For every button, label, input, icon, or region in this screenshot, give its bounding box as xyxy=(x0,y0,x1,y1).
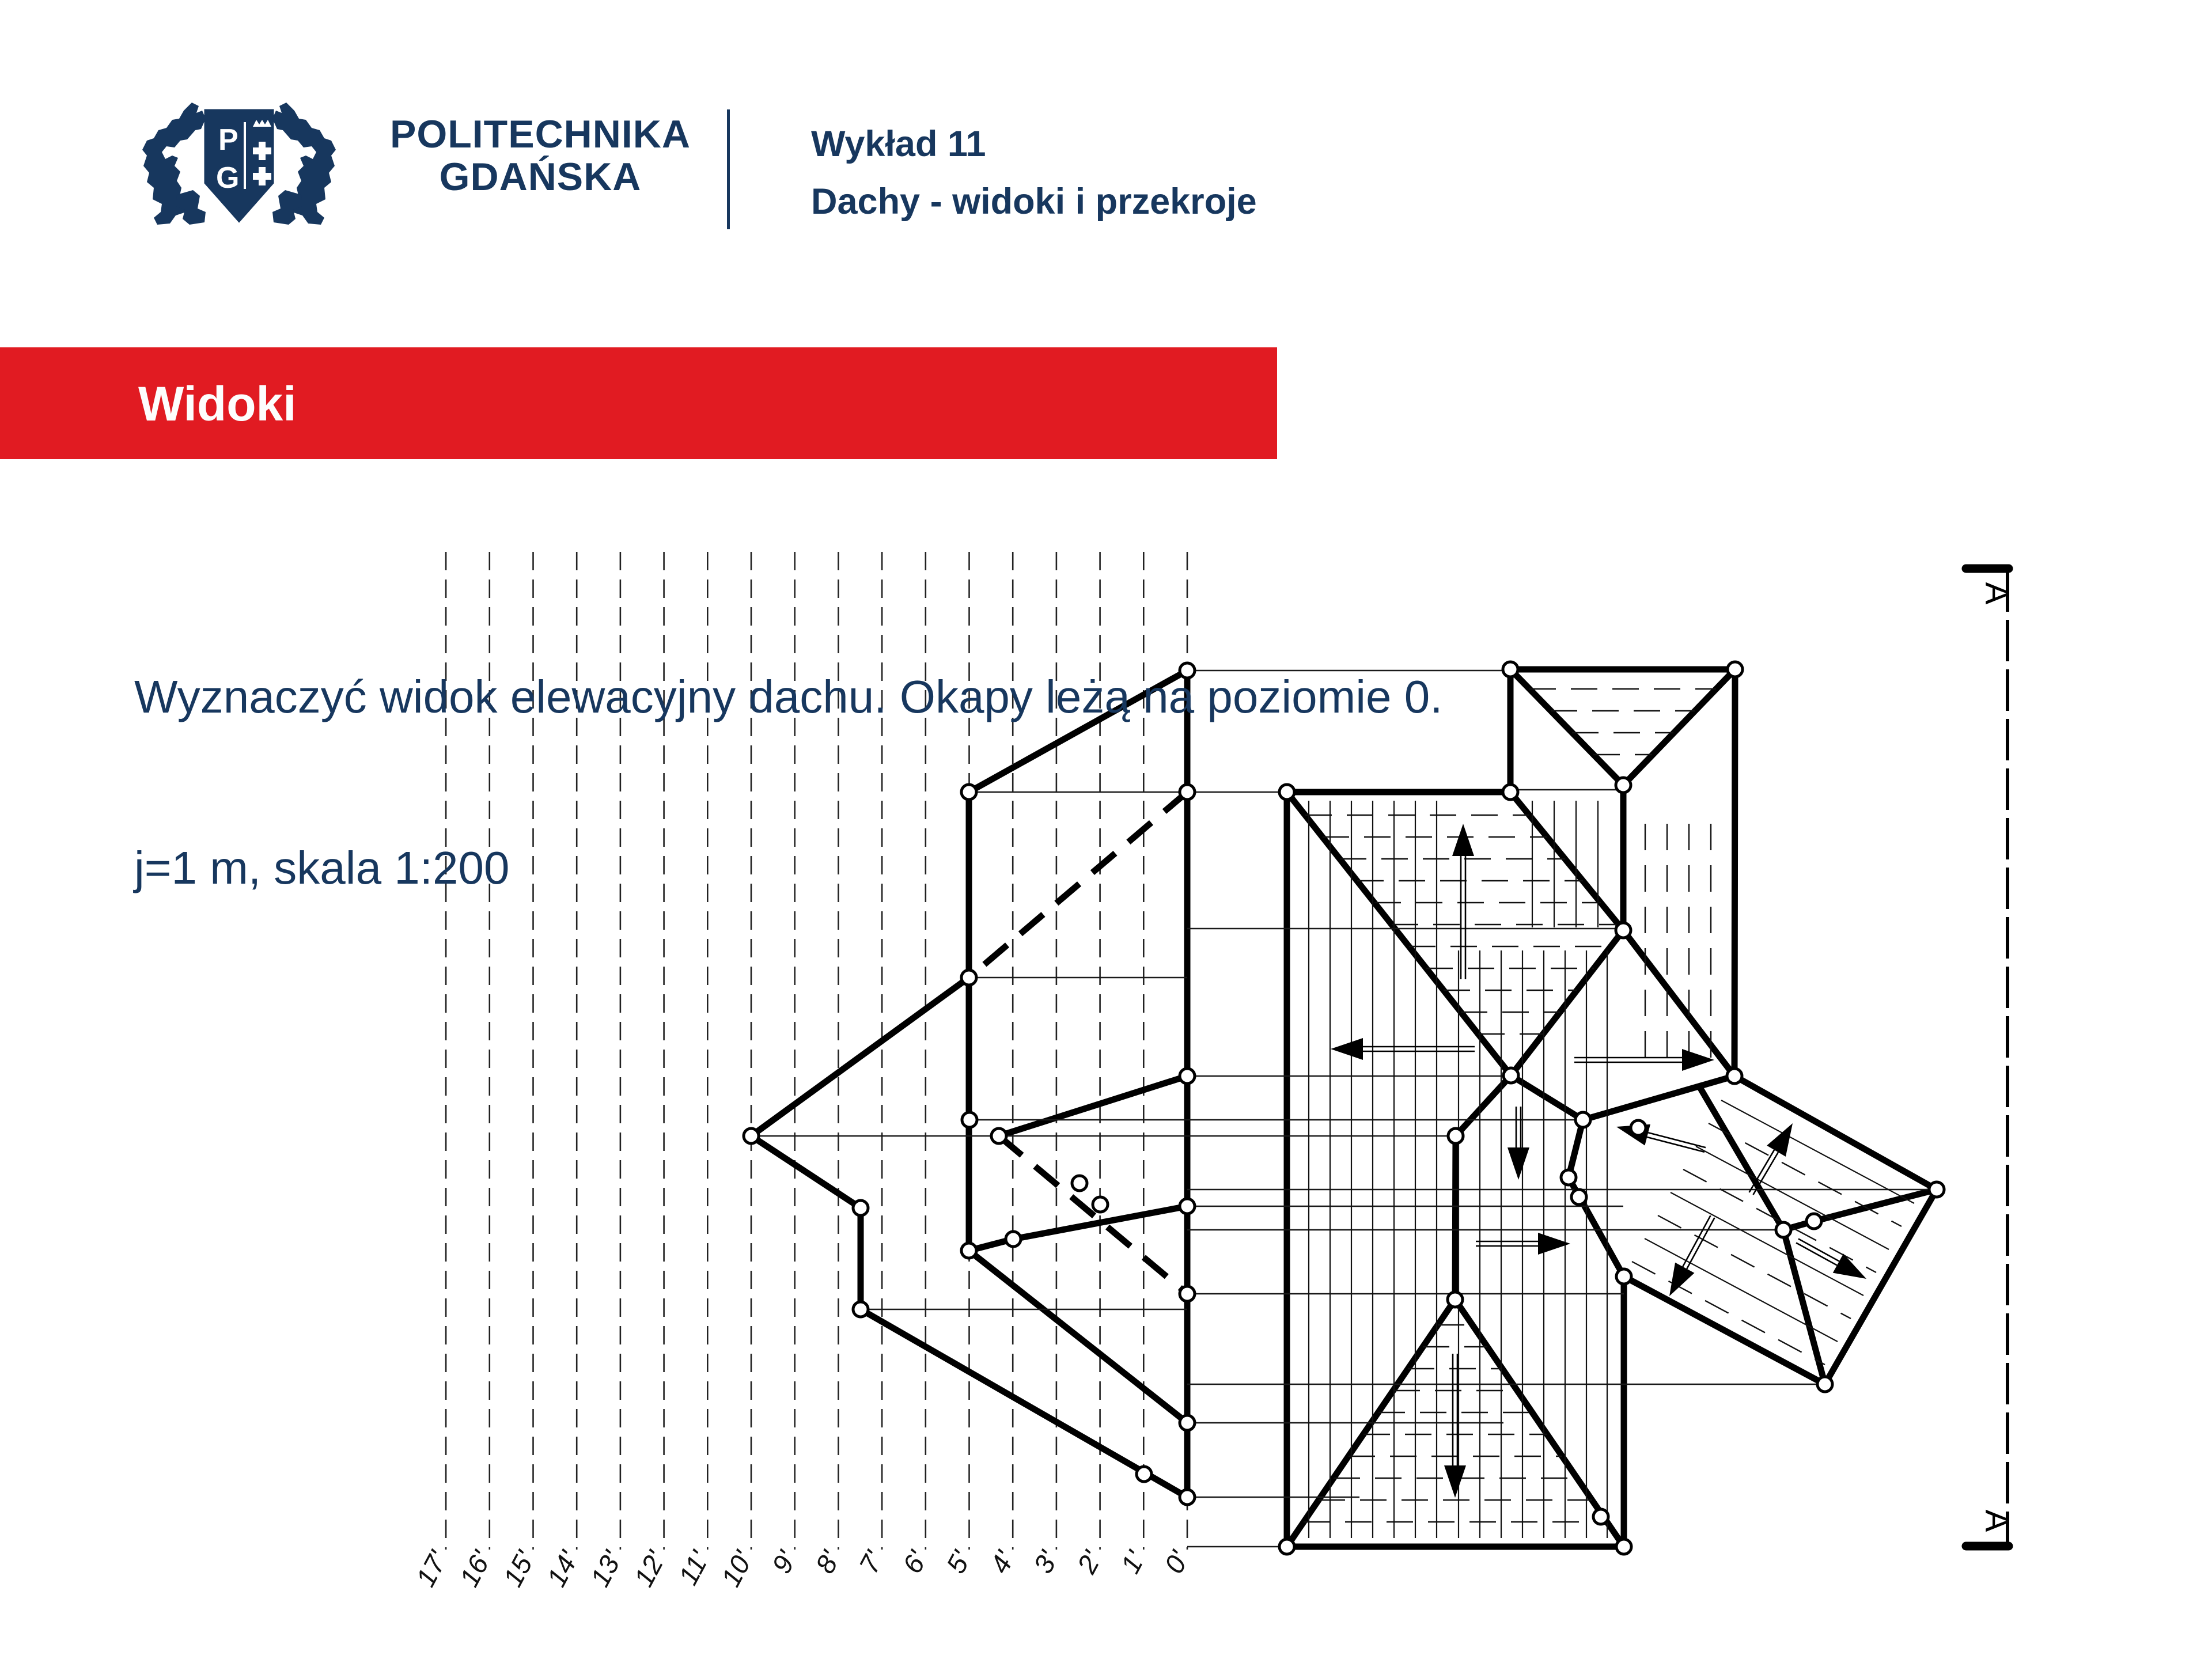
grid-label-2': 2' xyxy=(1071,1546,1108,1578)
roof-edge xyxy=(751,1136,861,1208)
grid-label-1': 1' xyxy=(1114,1546,1152,1578)
construction-node xyxy=(1806,1214,1821,1229)
roof-edge xyxy=(1734,1076,1937,1190)
construction-node xyxy=(1180,1199,1195,1214)
lion-left-icon xyxy=(142,103,206,225)
politechnika-gdanska-logo xyxy=(137,97,342,235)
construction-line xyxy=(1696,1146,1889,1249)
lecture-subject: Dachy - widoki i przekroje xyxy=(811,181,1257,222)
slope-arrow-head xyxy=(1767,1123,1793,1157)
construction-node xyxy=(1571,1190,1586,1205)
construction-node xyxy=(1137,1467,1152,1482)
construction-node xyxy=(1929,1182,1944,1197)
construction-node xyxy=(1561,1170,1576,1185)
construction-node xyxy=(1503,662,1518,677)
construction-node xyxy=(1503,785,1518,800)
construction-line xyxy=(1721,1100,1914,1203)
grid-label-12': 12' xyxy=(627,1546,672,1592)
brand-line-2: GDAŃSKA xyxy=(439,155,642,199)
lecture-titles xyxy=(811,115,1257,230)
construction-node xyxy=(1575,1112,1590,1127)
construction-line xyxy=(1658,1215,1851,1319)
construction-node xyxy=(1093,1197,1108,1212)
grid-label-14': 14' xyxy=(540,1546,585,1592)
construction-node xyxy=(1503,1068,1518,1083)
section-banner xyxy=(0,347,1277,459)
roof-edge xyxy=(1699,1086,1783,1230)
construction-node xyxy=(962,1112,977,1127)
roof-edge xyxy=(999,1076,1187,1136)
construction-node xyxy=(1072,1176,1087,1191)
grid-label-9': 9' xyxy=(766,1546,802,1578)
grid-label-10': 10' xyxy=(715,1546,759,1592)
construction-node xyxy=(1279,1539,1294,1554)
construction-node xyxy=(1006,1232,1021,1247)
roof-edge xyxy=(1510,792,1623,930)
task-line-1: Wyznaczyć widok elewacyjny dachu. Okapy leżą na poziomie 0. xyxy=(134,671,1443,722)
shield-divider xyxy=(244,122,246,189)
brand-line-1: POLITECHNIKA xyxy=(390,112,691,156)
grid-label-3': 3' xyxy=(1027,1546,1064,1578)
construction-node xyxy=(1616,778,1631,793)
grid-label-6': 6' xyxy=(896,1546,933,1578)
task-line-2: j=1 m, skala 1:200 xyxy=(134,842,510,893)
roof-edge xyxy=(1510,669,1623,785)
construction-node xyxy=(1728,662,1743,677)
construction-node xyxy=(1180,1286,1195,1301)
construction-node xyxy=(1616,923,1631,938)
construction-node xyxy=(961,970,976,985)
construction-node xyxy=(991,1128,1006,1143)
task-description xyxy=(134,554,1442,953)
roof-edge xyxy=(1624,1277,1825,1384)
roof-edge xyxy=(999,1136,1187,1294)
grid-label-7': 7' xyxy=(853,1546,889,1578)
construction-node xyxy=(853,1302,868,1317)
slope-arrow-head xyxy=(1669,1263,1694,1296)
shield-letter-g: G xyxy=(216,161,240,195)
grid-label-13': 13' xyxy=(584,1546,628,1592)
grid-label-4': 4' xyxy=(983,1546,1021,1578)
roof-edge xyxy=(969,1251,1187,1423)
slope-arrow-head xyxy=(1331,1038,1363,1060)
construction-node xyxy=(744,1128,759,1143)
grid-label-16': 16' xyxy=(453,1546,497,1592)
roof-edge xyxy=(1623,669,1735,785)
section-label-bottom: A xyxy=(1978,1509,2016,1532)
roof-edge xyxy=(1511,1075,1583,1120)
construction-node xyxy=(1817,1377,1832,1392)
roof-edge xyxy=(1455,1136,1456,1300)
slope-arrow-head xyxy=(1833,1253,1866,1279)
roof-edge xyxy=(1623,930,1734,1076)
slope-arrow-head xyxy=(1682,1049,1714,1071)
section-label-top: A xyxy=(1978,582,2016,605)
slope-arrow-head xyxy=(1452,824,1474,856)
pg-shield xyxy=(204,109,274,222)
lion-right-icon xyxy=(272,103,336,225)
slope-arrow-shaft xyxy=(1796,1243,1837,1266)
construction-line xyxy=(1709,1123,1902,1226)
lecture-number: Wykład 11 xyxy=(811,124,986,164)
roof-edge xyxy=(1825,1190,1937,1384)
university-name xyxy=(350,113,730,198)
grid-label-11': 11' xyxy=(672,1546,715,1590)
construction-node xyxy=(1776,1222,1791,1237)
grid-label-8': 8' xyxy=(809,1546,846,1578)
construction-node xyxy=(1180,1490,1195,1505)
construction-node xyxy=(1180,1069,1195,1084)
construction-node xyxy=(1616,1269,1631,1284)
construction-node xyxy=(1616,1539,1631,1554)
slope-arrow-head xyxy=(1444,1465,1466,1498)
construction-node xyxy=(1593,1509,1608,1524)
roof-edge xyxy=(751,978,969,1136)
construction-node xyxy=(1180,1415,1195,1430)
grid-label-15': 15' xyxy=(497,1546,541,1592)
shield-letter-p: P xyxy=(218,123,238,157)
construction-node xyxy=(1448,1128,1463,1143)
construction-node xyxy=(853,1200,868,1215)
section-banner-label: Widoki xyxy=(138,377,297,431)
roof-edge xyxy=(1456,1075,1511,1136)
slope-arrow-head xyxy=(1508,1147,1529,1180)
grid-label-5': 5' xyxy=(940,1546,977,1578)
grid-label-0': 0' xyxy=(1158,1546,1195,1578)
grid-label-17': 17' xyxy=(410,1546,453,1592)
construction-node xyxy=(1727,1069,1742,1084)
roof-edge xyxy=(1734,669,1735,1076)
construction-node xyxy=(961,1243,976,1258)
roof-edge xyxy=(1511,930,1623,1075)
construction-node xyxy=(1448,1292,1463,1307)
header-divider xyxy=(727,109,730,229)
construction-node xyxy=(1631,1120,1646,1135)
